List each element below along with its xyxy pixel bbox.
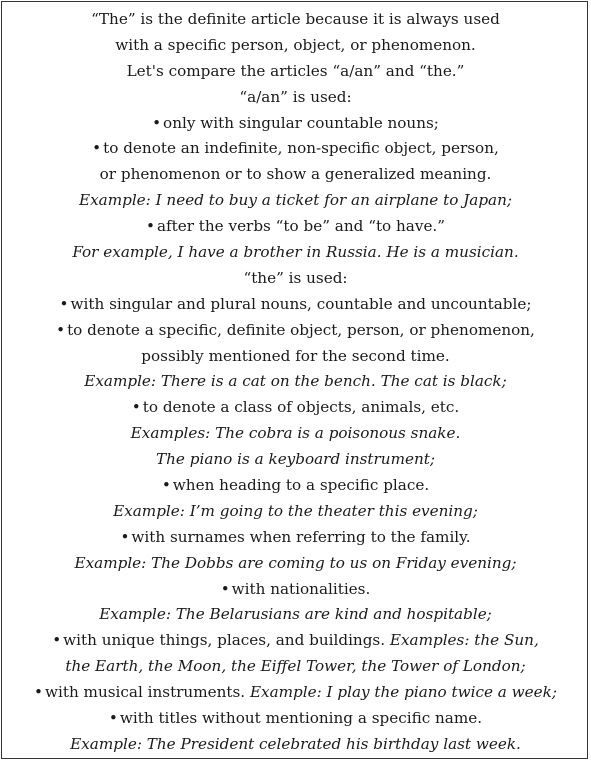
line-text: with titles without mentioning a specific name. [119,709,483,728]
text-line [2,59,589,85]
text-line [2,369,589,395]
example-text: Example: I play the piano twice a week; [249,683,557,702]
bullet-icon: • [92,139,102,158]
text-line [2,654,589,680]
text-line [2,525,589,551]
text-line [2,706,589,732]
bullet-icon: • [120,527,130,546]
line-text: to denote an indefinite, non-specific object, person, [103,139,499,158]
example-text: Examples: The cobra is a poisonous snake. [130,424,461,443]
text-line [2,240,589,266]
text-line [2,447,589,473]
line-text: with a specific person, object, or phenomenon. [115,35,476,54]
line-text: after the verbs “to be” and “to have.” [156,217,446,236]
bullet-icon: • [108,709,118,728]
text-line [2,473,589,499]
text-line [2,136,589,162]
text-line [2,266,589,292]
text-line [2,680,589,706]
line-text: Let's compare the articles “a/an” and “the.” [126,61,465,80]
text-line [2,602,589,628]
line-text: with singular and plural nouns, countable and uncountable; [70,294,532,313]
text-line [2,33,589,59]
text-line [2,732,589,758]
bullet-icon: • [131,398,141,417]
line-text: only with singular countable nouns; [163,113,439,132]
line-text: “the” is used: [243,268,348,287]
bullet-icon: • [52,631,62,650]
text-line [2,111,589,137]
line-text: with musical instruments. [44,683,250,702]
example-text: the Earth, the Moon, the Eiffel Tower, the Tower of London; [65,657,526,676]
example-text: Example: The President celebrated his birthday last week. [70,734,521,753]
text-line [2,395,589,421]
bullet-icon: • [56,320,66,339]
text-line [2,551,589,577]
document-frame [1,1,588,759]
bullet-icon: • [161,476,171,495]
text-line [2,344,589,370]
bullet-icon: • [34,683,43,702]
example-text: Examples: the Sun, [389,631,539,650]
line-text: “The” is the definite article because it is always used [91,10,500,28]
line-text: to denote a class of objects, animals, etc. [142,398,460,417]
line-text: with unique things, places, and buildings. [63,631,390,650]
line-text: possibly mentioned for the second time. [141,346,450,365]
bullet-icon: • [59,294,69,313]
text-line [2,214,589,240]
example-text: Example: The Belarusians are kind and hospitable; [99,605,492,624]
bullet-icon: • [145,217,155,236]
line-text: “a/an” is used: [239,87,352,106]
line-text: to denote a specific, definite object, person, or phenomenon, [67,320,535,339]
bullet-icon: • [220,579,230,598]
line-text: with nationalities. [231,579,371,598]
example-text: Example: I need to buy a ticket for an airplane to Japan; [78,191,513,210]
text-line [2,577,589,603]
text-line [2,188,589,214]
example-text: For example, I have a brother in Russia. He is a musician. [72,243,519,262]
example-text: Example: The Dobbs are coming to us on Friday evening; [74,553,517,572]
text-line [2,162,589,188]
bullet-icon: • [152,113,162,132]
example-text: Example: There is a cat on the bench. The cat is black; [84,372,507,391]
text-line [2,85,589,111]
example-text: Example: I’m going to the theater this evening; [113,501,478,520]
text-line [2,7,589,33]
text-lines [2,7,589,758]
example-text: The piano is a keyboard instrument; [156,450,435,469]
line-text: with surnames when referring to the family. [131,527,471,546]
text-line [2,628,589,654]
line-text: when heading to a specific place. [172,476,430,495]
text-line [2,292,589,318]
text-line [2,421,589,447]
text-line [2,318,589,344]
text-line [2,499,589,525]
line-text: or phenomenon or to show a generalized meaning. [99,165,492,184]
